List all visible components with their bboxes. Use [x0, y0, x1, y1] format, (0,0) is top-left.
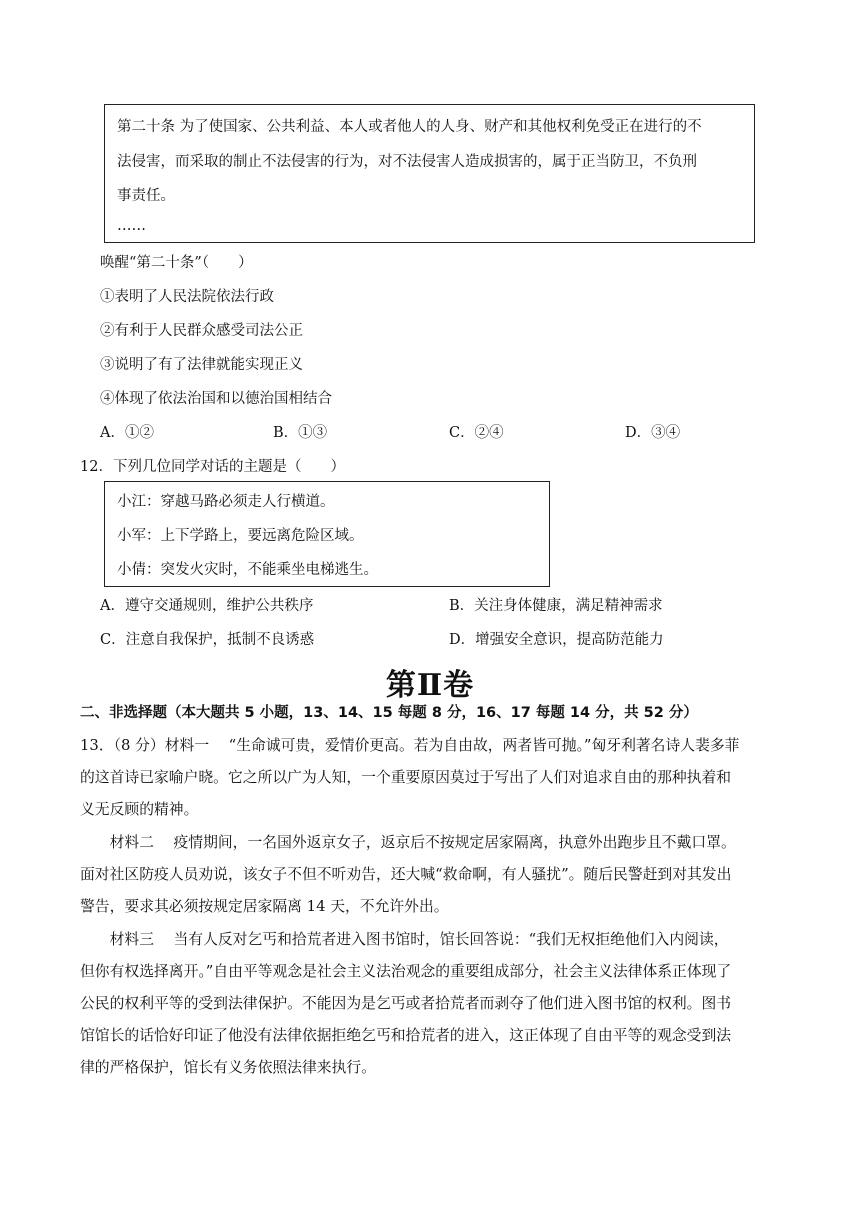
- q12-option-a[interactable]: A．遵守交通规则，维护公共秩序: [100, 598, 314, 614]
- law-article-line: 事责任。: [117, 188, 175, 204]
- q13-material-3: [80, 924, 784, 1084]
- paragraph-line: 材料三 当有人反对乞丐和拾荒者进入图书馆时，馆长回答说：“我们无权拒绝他们入内阅读，: [80, 931, 729, 948]
- q11-option-d[interactable]: D．③④: [625, 425, 681, 441]
- law-article-box: [104, 104, 755, 243]
- q11-statement-4: ④体现了依法治国和以德治国相结合: [100, 391, 332, 407]
- law-article-line: 法侵害，而采取的制止不法侵害的行为，对不法侵害人造成损害的，属于正当防卫，不负刑: [117, 154, 697, 170]
- dialogue-line: 小军：上下学路上，要远离危险区域。: [117, 528, 364, 544]
- paragraph-line: 公民的权利平等的受到法律保护。不能因为是乞丐或者拾荒者而剥夺了他们进入图书馆的权利。图书: [80, 995, 732, 1012]
- q11-statement-3: ③说明了有了法律就能实现正义: [100, 357, 303, 373]
- paragraph-line: 的这首诗已家喻户晓。它之所以广为人知，一个重要原因莫过于写出了人们对追求自由的那种执着和: [80, 769, 732, 786]
- paragraph-line: 13．（8 分）材料一 “生命诚可贵，爱情价更高。若为自由故，两者皆可抛。”匈牙利著名诗人裴多菲: [80, 737, 740, 754]
- q11-option-a[interactable]: A．①②: [100, 425, 154, 441]
- q12-option-c[interactable]: C．注意自我保护，抵制不良诱惑: [100, 632, 315, 648]
- q12-option-d[interactable]: D．增强安全意识，提高防范能力: [449, 632, 664, 648]
- q11-option-b[interactable]: B．①③: [273, 425, 328, 441]
- part-two-title: 第Ⅱ卷: [385, 668, 475, 703]
- q12-option-b[interactable]: B．关注身体健康，满足精神需求: [449, 598, 663, 614]
- section-heading: 二、非选择题（本大题共 5 小题，13、14、15 每题 8 分，16、17 每题 14 分，共 52 分）: [80, 705, 698, 721]
- dialogue-line: 小江：穿越马路必须走人行横道。: [117, 494, 335, 510]
- law-article-line: 第二十条 为了使国家、公共利益、本人或者他人的人身、财产和其他权利免受正在进行的不: [117, 119, 702, 135]
- q13-material-1: [80, 730, 784, 826]
- dialogue-box: [104, 481, 550, 587]
- q12-stem: 12．下列几位同学对话的主题是（ ）: [80, 459, 345, 475]
- paragraph-line: 馆馆长的话恰好印证了他没有法律依据拒绝乞丐和拾荒者的进入，这正体现了自由平等的观念受到法: [80, 1027, 732, 1044]
- q11-option-c[interactable]: C．②④: [449, 425, 504, 441]
- q13-material-2: [80, 827, 784, 923]
- paragraph-line: 义无反顾的精神。: [80, 801, 199, 818]
- q11-statement-2: ②有利于人民群众感受司法公正: [100, 323, 303, 339]
- paragraph-line: 面对社区防疫人员劝说，该女子不但不听劝告，还大喊“救命啊，有人骚扰”。随后民警赶到对其发出: [80, 866, 732, 883]
- law-article-line: ……: [117, 218, 146, 234]
- paragraph-line: 律的严格保护，馆长有义务依照法律来执行。: [80, 1059, 376, 1076]
- paragraph-line: 材料二 疫情期间，一名国外返京女子，返京后不按规定居家隔离，执意外出跑步且不戴口罩。: [80, 834, 736, 851]
- paragraph-line: 警告，要求其必须按规定居家隔离 14 天，不允许外出。: [80, 898, 449, 915]
- paragraph-line: 但你有权选择离开。”自由平等观念是社会主义法治观念的重要组成部分，社会主义法律体系正体现了: [80, 963, 732, 980]
- q11-statement-1: ①表明了人民法院依法行政: [100, 289, 274, 305]
- dialogue-line: 小倩：突发火灾时，不能乘坐电梯逃生。: [117, 562, 378, 578]
- q11-stem: 唤醒“第二十条”（ ）: [100, 255, 253, 271]
